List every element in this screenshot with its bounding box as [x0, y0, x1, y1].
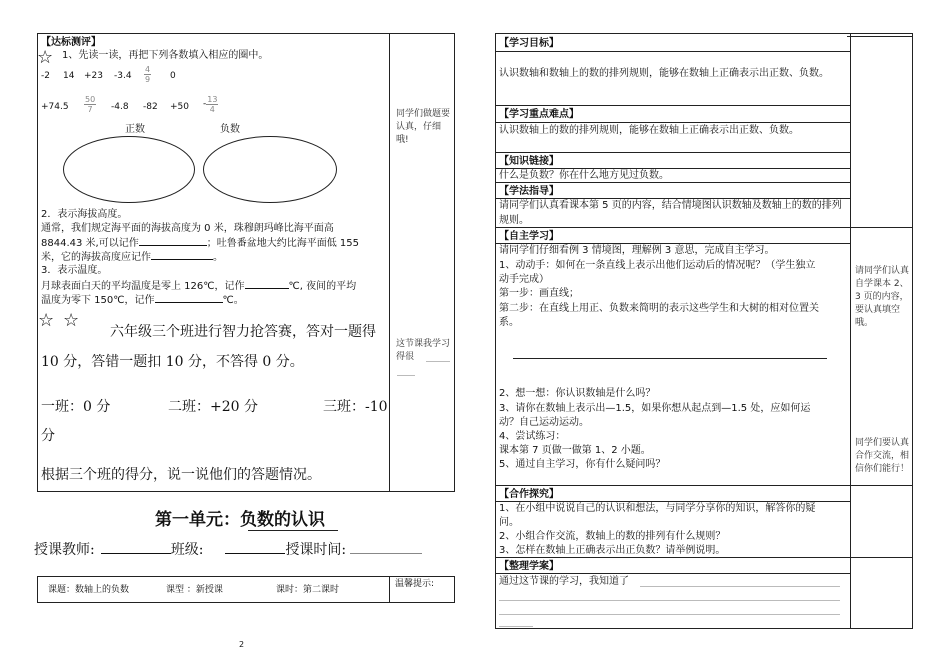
row-line: [495, 105, 850, 106]
number-line-drawing-area[interactable]: [513, 358, 827, 359]
num-8: -82: [143, 102, 158, 112]
q2-line1: 通常，我们规定海平面的海拔高度为 0 米，珠穆朗玛峰比海平面高: [41, 223, 334, 234]
row-line: [495, 182, 850, 183]
row-line: [495, 51, 850, 52]
time-blank[interactable]: [350, 541, 422, 554]
q3-title: 3．表示温度。: [41, 265, 108, 276]
temp-blank-2[interactable]: [155, 292, 223, 303]
section-title-keypoints: 【学习重点难点】: [499, 109, 579, 120]
negative-circle[interactable]: [203, 136, 337, 203]
self-eval-blank-2[interactable]: [397, 375, 415, 376]
num-3: +23: [84, 71, 103, 81]
altitude-blank-1[interactable]: [139, 235, 207, 246]
coop-line-4: 3、怎样在数轴上正确表示出正负数？请举例说明。: [499, 545, 726, 556]
q4-line2: 10 分，答错一题扣 10 分，不答得 0 分。: [41, 354, 304, 370]
summary-blank-1[interactable]: [640, 586, 840, 587]
self-line-9: 动？自己运动运动。: [499, 417, 589, 428]
row-line: [495, 485, 913, 486]
num-4: -3.4: [114, 71, 132, 81]
tips-label: 温馨提示:: [395, 579, 435, 589]
self-line-3: 动手完成）: [499, 274, 549, 285]
row-line: [495, 152, 850, 153]
num-1: -2: [41, 71, 50, 81]
teacher-label: 授课教师:: [34, 542, 95, 558]
summary-blank-2[interactable]: [499, 600, 840, 601]
self-line-12: 5、通过自主学习，你有什么疑问吗？: [499, 459, 666, 470]
self-line-8: 3、请你在数轴上表示出—1.5，如果你想从起点到—1.5 处，应如何运: [499, 403, 811, 414]
side-note-self-eval: 这节课我学习得很: [396, 339, 451, 362]
self-line-11: 课本第 7 页做一做第 1、2 小题。: [499, 445, 651, 456]
section-title-summary: 【整理学案】: [499, 561, 559, 572]
q2-line3: 米，它的海拔高度应记作 。: [41, 249, 223, 265]
summary-blank-4[interactable]: [499, 626, 533, 627]
q4-line1: 六年级三个班进行智力抢答赛，答对一题得: [110, 324, 376, 340]
num-6: +74.5: [41, 102, 69, 112]
self-line-1: 请同学们仔细看例 3 情境图，理解例 3 意思，完成自主学习。: [499, 245, 775, 256]
class-3-score: 三班：-10: [323, 399, 388, 415]
star-icon: ☆: [38, 310, 55, 331]
row-line: [495, 557, 913, 558]
unit-title: 第一单元：负数的认识: [155, 510, 325, 530]
fraction-50-7: $\frac{50}{7}$: [85, 95, 96, 114]
coop-line-3: 2、小组合作交流，数轴上的数的排列有什么规则？: [499, 531, 726, 542]
q2-line2: 8844.43 米,可以记作 ；吐鲁番盆地大约比海平面低 155: [41, 235, 359, 251]
q1-instruction: 1、先读一读，再把下列各数填入相应的圈中。: [62, 50, 269, 61]
page-number: 2: [239, 640, 245, 649]
row-line: [495, 227, 913, 228]
self-line-7: 2、想一想：你认识数轴是什么吗？: [499, 388, 656, 399]
lesson-period: 课时：第二课时: [276, 585, 340, 595]
class-1-score: 一班：0 分: [41, 399, 111, 415]
study-guide-divider: [850, 33, 851, 629]
section-title-method: 【学法指导】: [499, 186, 559, 197]
star-icon: ☆: [37, 47, 54, 68]
teacher-blank[interactable]: [101, 541, 171, 554]
positive-circle[interactable]: [63, 136, 195, 203]
summary-text: 通过这节课的学习，我知道了: [499, 576, 629, 587]
self-line-4: 第一步：画直线；: [499, 288, 579, 299]
unit-title-underline: [248, 530, 338, 531]
self-line-10: 4、尝试练习：: [499, 431, 566, 442]
assessment-divider: [389, 33, 390, 492]
teacher-line: [34, 540, 422, 560]
side-note-careful: 同学们做题要认真，仔细哦!: [396, 109, 451, 145]
q3-line1: 月球表面白天的平均温度是零上 126℃，记作 ℃, 夜间的平均: [41, 278, 356, 294]
star-icon: ☆: [63, 310, 80, 331]
num-7: -4.8: [111, 102, 129, 112]
label-negative: 负数: [220, 124, 240, 135]
lesson-info-divider: [389, 576, 390, 603]
label-positive: 正数: [125, 124, 145, 135]
class-2-score: 二班：+20 分: [168, 399, 258, 415]
q2-title: 2．表示海拔高度。: [41, 209, 128, 220]
num-9: +50: [170, 102, 189, 112]
top-right-line: [847, 36, 913, 37]
goal-text: 认识数轴和数轴上的数的排列规则，能够在数轴上正确表示出正数、负数。: [499, 68, 829, 79]
temp-blank-1[interactable]: [245, 278, 289, 289]
num-5: 0: [170, 71, 176, 81]
self-line-2: 1、动动手：如何在一条直线上表示出他们运动后的情况呢？（学生独立: [499, 260, 816, 271]
class-blank[interactable]: [225, 541, 285, 554]
coop-line-1: 1、在小组中说说自己的认识和想法，与同学分享你的知识，解答你的疑: [499, 503, 816, 514]
time-label: 授课时间:: [285, 542, 347, 558]
side-note-self-study: 请同学们认真自学课本 2、3 页的内容，要认真填空哦。: [855, 266, 910, 328]
section-title-assessment: 【达标测评】: [41, 37, 101, 48]
self-line-6: 系。: [499, 317, 519, 328]
class-label: 班级:: [170, 542, 204, 558]
section-title-self-study: 【自主学习】: [499, 231, 559, 242]
fraction-4-9: $\frac{4}{9}$: [145, 65, 151, 84]
num-2: 14: [63, 71, 75, 81]
summary-blank-3[interactable]: [499, 614, 840, 615]
fraction-neg-13-4: - $\frac{13}{4}$: [203, 95, 218, 114]
side-note-cooperate: 同学们要认真合作交流，相信你们能行！: [855, 438, 910, 474]
self-eval-blank[interactable]: [426, 361, 450, 362]
section-title-goals: 【学习目标】: [499, 38, 559, 49]
q4-ask: 根据三个班的得分，说一说他们的答题情况。: [41, 467, 321, 483]
altitude-blank-2[interactable]: [151, 249, 213, 260]
keypoints-text: 认识数轴上的数的排列规则，能够在数轴上正确表示出正数、负数。: [499, 125, 799, 136]
knowledge-text: 什么是负数？你在什么地方见过负数。: [499, 170, 669, 181]
method-text: 请同学们认真看课本第 5 页的内容，结合情境图认识数轴及数轴上的数的排列规则。: [499, 200, 842, 226]
self-line-5: 第二步：在直线上用正、负数来简明的表示这些学生和大树的相对位置关: [499, 303, 819, 314]
lesson-topic: 课题：数轴上的负数: [48, 585, 130, 595]
lesson-type: 课型 ：新授课: [166, 585, 223, 595]
class-3-score-cont: 分: [41, 428, 55, 444]
section-title-knowledge: 【知识链接】: [499, 156, 559, 167]
section-title-cooperation: 【合作探究】: [499, 489, 559, 500]
coop-line-2: 问。: [499, 517, 519, 528]
q3-line2: 温度为零下 150℃，记作 ℃。: [41, 292, 244, 308]
